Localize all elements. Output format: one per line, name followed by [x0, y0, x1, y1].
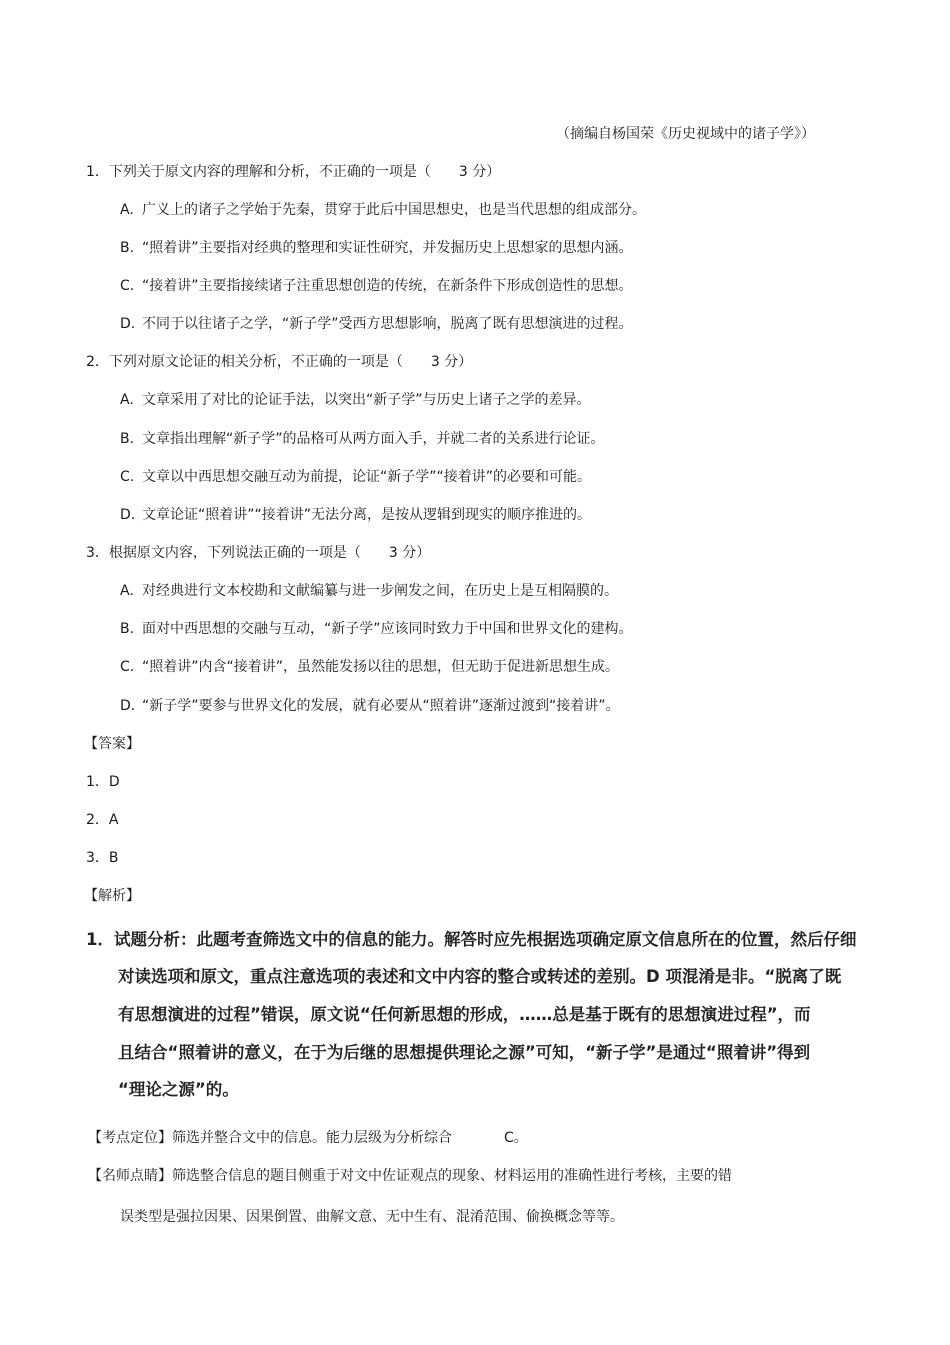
kaodian-line — [88, 1128, 528, 1148]
analysis-text: 试题分析：此题考查筛选文中的信息的能力。解答时应先根据选项确定原文信息所在的位置，然后仔细 — [113, 930, 857, 949]
option-letter: D. — [120, 507, 136, 523]
kaodian-label: 【考点定位】 — [88, 1130, 172, 1146]
analysis-line-5: “理论之源”的。 — [118, 1080, 239, 1099]
question-number: 2． — [86, 354, 109, 370]
question-3-option-d — [120, 696, 620, 716]
mingshi-line-2: 误类型是强拉因果、因果倒置、曲解文意、无中生有、混淆范围、偷换概念等等。 — [120, 1209, 624, 1225]
option-letter: C. — [120, 469, 135, 485]
mingshi-text: 筛选整合信息的题目侧重于对文中佐证观点的现象、材料运用的准确性进行考核，主要的错 — [172, 1168, 732, 1184]
question-1-option-b — [120, 238, 633, 258]
question-2-option-c — [120, 467, 591, 487]
question-1-stem — [86, 162, 500, 182]
analysis-heading: 【解析】 — [84, 888, 140, 904]
answer-item-2 — [86, 810, 119, 830]
analysis-line-3: 有思想演进的过程”错误，原文说“任何新思想的形成，……总是基于既有的思想演进过程”，而 — [118, 1005, 811, 1024]
option-text: 对经典进行文本校勘和文献编纂与进一步阐发之间，在历史上是互相隔膜的。 — [142, 583, 618, 599]
answer-value: D — [108, 774, 120, 790]
analysis-line-4: 且结合“照着讲的意义，在于为后继的思想提供理论之源”可知，“新子学”是通过“照着讲”得到 — [118, 1043, 811, 1062]
question-3-stem — [86, 543, 430, 563]
option-letter: B. — [120, 240, 135, 256]
kaodian-text: 筛选并整合文中的信息。能力层级为分析综合 — [172, 1130, 452, 1146]
answer-heading: 【答案】 — [84, 736, 140, 752]
kaodian-suffix: C。 — [504, 1130, 528, 1146]
question-3-option-a — [120, 581, 618, 601]
question-2-option-d — [120, 505, 591, 525]
option-text: 文章以中西思想交融互动为前提，论证“新子学”“接着讲”的必要和可能。 — [142, 469, 592, 485]
question-3-option-c — [120, 657, 619, 677]
option-letter: C. — [120, 659, 135, 675]
analysis-line-2: 对读选项和原文，重点注意选项的表述和文中内容的整合或转述的差别。D 项混淆是非。“脱离了既 — [118, 967, 842, 986]
answer-item-1 — [86, 772, 120, 792]
question-1-option-c — [120, 276, 633, 296]
answer-value: A — [108, 812, 119, 828]
analysis-number: 1． — [86, 930, 114, 949]
answer-number: 1． — [86, 774, 109, 790]
question-text: 下列关于原文内容的理解和分析，不正确的一项是（ — [108, 164, 431, 180]
option-letter: A. — [120, 202, 134, 218]
option-letter: A. — [120, 583, 134, 599]
option-text: 文章采用了对比的论证手法，以突出“新子学”与历史上诸子之学的差异。 — [142, 392, 591, 408]
option-letter: D. — [120, 698, 136, 714]
mingshi-line-1 — [88, 1166, 732, 1186]
question-2-option-a — [120, 390, 591, 410]
option-text: “照着讲”内含“接着讲”，虽然能发扬以往的思想，但无助于促进新思想生成。 — [142, 659, 620, 675]
question-3-option-b — [120, 619, 633, 639]
question-score: 3 分） — [430, 354, 473, 370]
option-text: “新子学”要参与世界文化的发展，就有必要从“照着讲”逐渐过渡到“接着讲”。 — [142, 698, 620, 714]
question-2-stem — [86, 352, 472, 372]
analysis-line-1 — [86, 929, 856, 951]
question-text: 根据原文内容，下列说法正确的一项是（ — [108, 545, 361, 561]
option-text: 文章指出理解“新子学”的品格可从两方面入手，并就二者的关系进行论证。 — [142, 431, 605, 447]
option-text: 广义上的诸子之学始于先秦，贯穿于此后中国思想史，也是当代思想的组成部分。 — [142, 202, 646, 218]
question-number: 3． — [86, 545, 109, 561]
option-letter: B. — [120, 431, 135, 447]
answer-number: 3． — [86, 850, 109, 866]
question-score: 3 分） — [388, 545, 431, 561]
option-letter: A. — [120, 392, 134, 408]
question-number: 1． — [86, 164, 109, 180]
option-text: “接着讲”主要指接续诸子注重思想创造的传统，在新条件下形成创造性的思想。 — [142, 278, 633, 294]
answer-value: B — [108, 850, 119, 866]
question-2-option-b — [120, 429, 605, 449]
option-text: 文章论证“照着讲”“接着讲”无法分离，是按从逻辑到现实的顺序推进的。 — [142, 507, 592, 523]
option-letter: B. — [120, 621, 135, 637]
option-letter: C. — [120, 278, 135, 294]
question-score: 3 分） — [458, 164, 501, 180]
mingshi-label: 【名师点睛】 — [88, 1168, 172, 1184]
option-text: “照着讲”主要指对经典的整理和实证性研究，并发掘历史上思想家的思想内涵。 — [142, 240, 633, 256]
question-1-option-d — [120, 314, 633, 334]
question-text: 下列对原文论证的相关分析，不正确的一项是（ — [108, 354, 403, 370]
option-letter: D. — [120, 316, 136, 332]
source-attribution: （摘编自杨国荣《历史视域中的诸子学》） — [556, 126, 815, 142]
option-text: 不同于以往诸子之学，“新子学”受西方思想影响，脱离了既有思想演进的过程。 — [142, 316, 633, 332]
answer-number: 2． — [86, 812, 109, 828]
question-1-option-a — [120, 200, 646, 220]
answer-item-3 — [86, 848, 119, 868]
option-text: 面对中西思想的交融与互动，“新子学”应该同时致力于中国和世界文化的建构。 — [142, 621, 633, 637]
